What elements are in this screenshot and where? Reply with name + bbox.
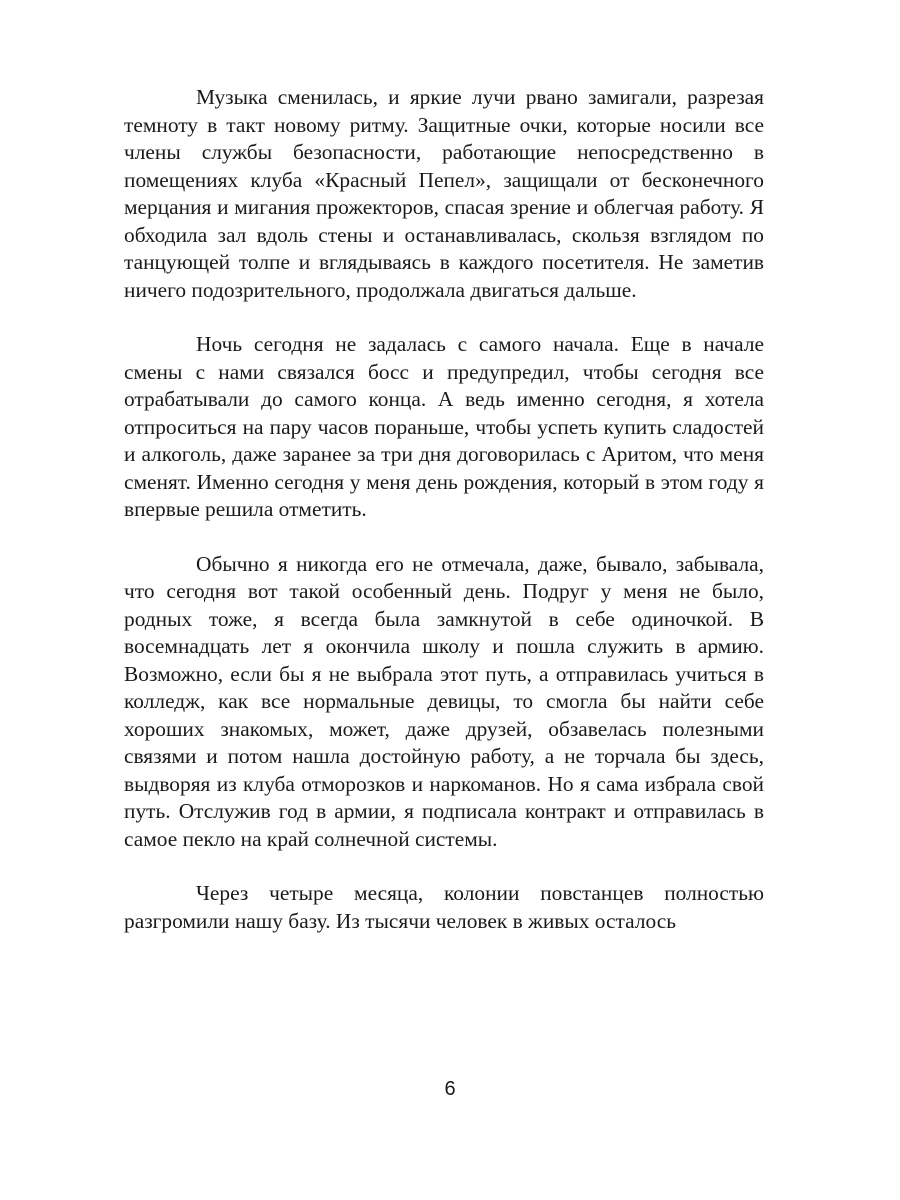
paragraph-4: Через четыре месяца, колонии повстанцев полностью разгромили нашу базу. Из тысячи человек в живых осталось [124,881,764,933]
paragraph-2: Ночь сегодня не задалась с самого начала. Еще в начале смены с нами связался босс и предупредил, чтобы сегодня все отрабатывали до самого конца. А ведь именно сегодня, я хотела отпроситься на пару часов пораньше, чтобы успеть купить сладостей и алкоголь, даже заранее за три дня договорилась с Аритом, что меня сменят. Именно сегодня у меня день рождения, который в этом году я впервые решила отметить. [124,332,764,521]
page-number: 6 [444,1078,456,1100]
paragraph-1: Музыка сменилась, и яркие лучи рвано замигали, разрезая темноту в такт новому ритму. Защитные очки, которые носили все члены службы безопасности, работающие непосредственно в помещениях клуба «Красный Пепел», защищали от бесконечного мерцания и мигания прожекторов, спасая зрение и облегчая работу. Я обходила зал вдоль стены и останавливалась, скользя взглядом по танцующей толпе и вглядываясь в каждого посетителя. Не заметив ничего подозрительного, продолжала двигаться дальше. [124,85,764,302]
paragraph-3: Обычно я никогда его не отмечала, даже, бывало, забывала, что сегодня вот такой особенный день. Подруг у меня не было, родных тоже, я всегда была замкнутой в себе одиночкой. В восемнадцать лет я окончила школу и пошла служить в армию. Возможно, если бы я не выбрала этот путь, а отправилась учиться в колледж, как все нормальные девицы, то смогла бы найти себе хороших знакомых, может, даже друзей, обзавелась полезными связями и потом нашла достойную работу, а не торчала бы здесь, выдворяя из клуба отморозков и наркоманов. Но я сама избрала свой путь. Отслужив год в армии, я подписала контракт и отправилась в самое пекло на край солнечной системы. [124,551,764,851]
page-body-text [124,84,764,962]
